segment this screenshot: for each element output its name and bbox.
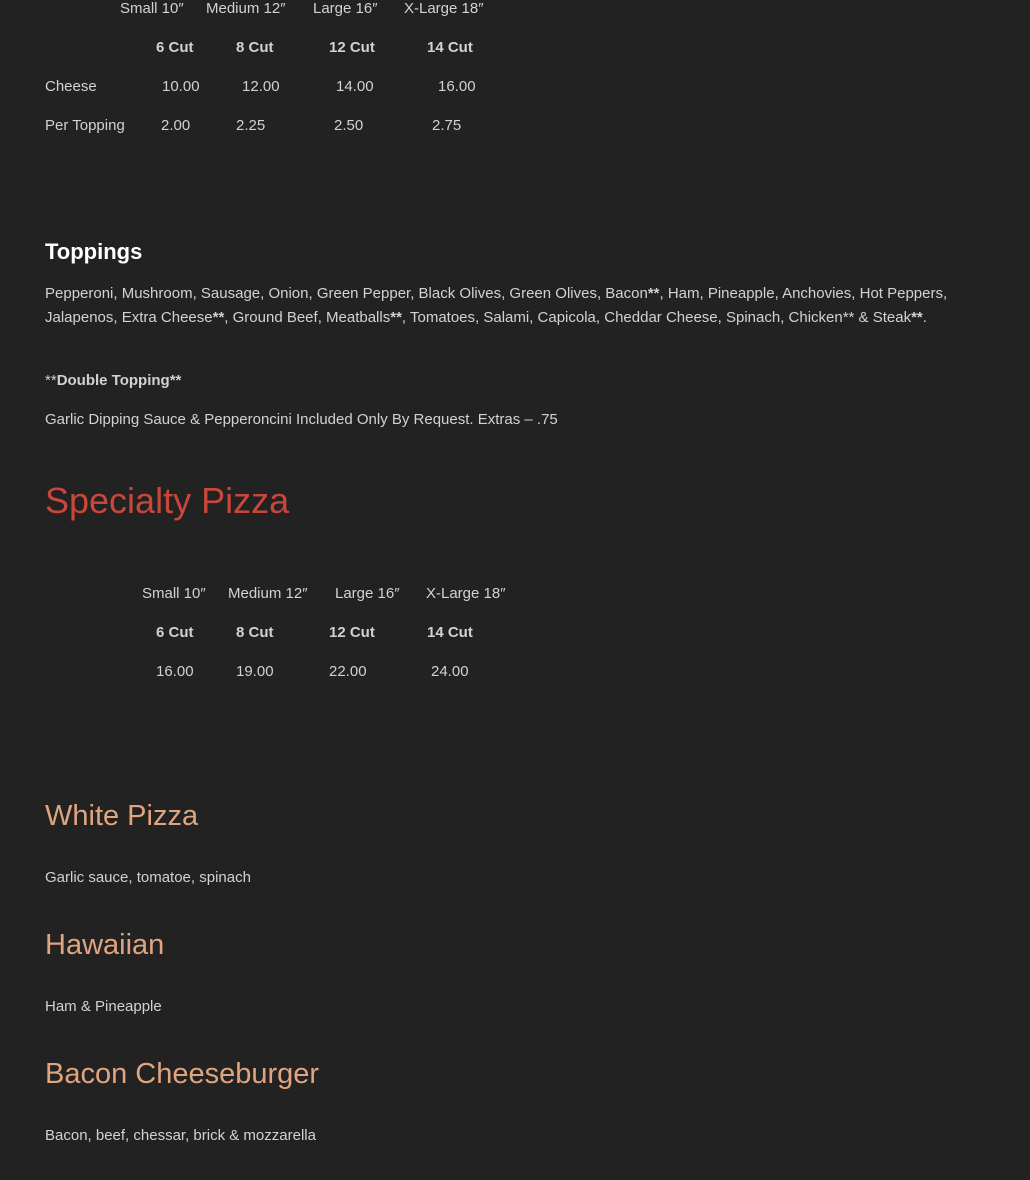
double-topping-marker: ** xyxy=(212,309,225,326)
size-large: Large 16″ xyxy=(313,0,378,17)
cut-6: 6 Cut xyxy=(156,39,194,56)
specialty-price-small: 16.00 xyxy=(156,663,194,680)
size-medium: Medium 12″ xyxy=(206,0,286,17)
toppings-text: , Ground Beef, Meatballs xyxy=(224,309,391,326)
double-topping-marker: ** xyxy=(390,309,402,326)
garlic-sauce-note: Garlic Dipping Sauce & Pepperoncini Included Only By Request. Extras – .75 xyxy=(45,411,558,428)
pizza-description-white-pizza: Garlic sauce, tomatoe, spinach xyxy=(45,869,251,886)
double-topping-marker: ** xyxy=(911,309,923,326)
topping-price-medium: 2.25 xyxy=(236,117,266,134)
topping-price-small: 2.00 xyxy=(161,117,191,134)
specialty-price-medium: 19.00 xyxy=(236,663,274,680)
topping-price-large: 2.50 xyxy=(334,117,364,134)
pizza-name-bacon-cheeseburger: Bacon Cheeseburger xyxy=(45,1058,320,1090)
cheese-price-small: 10.00 xyxy=(162,78,200,95)
specialty-cut-8: 8 Cut xyxy=(236,624,274,641)
specialty-size-large: Large 16″ xyxy=(335,585,400,602)
specialty-size-small: Small 10″ xyxy=(142,585,206,602)
row-label-per-topping: Per Topping xyxy=(45,117,125,134)
cut-12: 12 Cut xyxy=(329,39,375,56)
specialty-cut-6: 6 Cut xyxy=(156,624,194,641)
cut-14: 14 Cut xyxy=(427,39,473,56)
specialty-size-xlarge: X-Large 18″ xyxy=(426,585,506,602)
size-xlarge: X-Large 18″ xyxy=(404,0,484,17)
specialty-pizza-heading: Specialty Pizza xyxy=(45,480,290,521)
pizza-description-hawaiian: Ham & Pineapple xyxy=(45,998,162,1015)
pizza-name-hawaiian: Hawaiian xyxy=(45,929,165,961)
specialty-price-large: 22.00 xyxy=(329,663,367,680)
double-topping-label: Double Topping** xyxy=(56,372,182,389)
specialty-size-medium: Medium 12″ xyxy=(228,585,308,602)
toppings-text: , Ham, Pineapple, Anchovies, Hot Peppers, Jalapenos, Extra Cheese xyxy=(45,285,948,326)
toppings-text: , Tomatoes, Salami, Capicola, Cheddar Cheese, Spinach, Chicken** & Steak xyxy=(401,309,912,326)
toppings-list xyxy=(45,282,1000,330)
pizza-description-bacon-cheeseburger: Bacon, beef, chessar, brick & mozzarella xyxy=(45,1127,316,1144)
double-topping-note xyxy=(45,369,1000,393)
toppings-heading: Toppings xyxy=(45,239,143,264)
specialty-cut-14: 14 Cut xyxy=(427,624,473,641)
toppings-text: Pepperoni, Mushroom, Sausage, Onion, Green Pepper, Black Olives, Green Olives, Bacon xyxy=(45,285,648,302)
specialty-cut-12: 12 Cut xyxy=(329,624,375,641)
topping-price-xlarge: 2.75 xyxy=(432,117,462,134)
size-small: Small 10″ xyxy=(120,0,184,17)
row-label-cheese: Cheese xyxy=(45,78,97,95)
cheese-price-xlarge: 16.00 xyxy=(438,78,476,95)
double-topping-marker: ** xyxy=(647,285,660,302)
cut-8: 8 Cut xyxy=(236,39,274,56)
toppings-text: . xyxy=(922,309,927,326)
cheese-price-medium: 12.00 xyxy=(242,78,280,95)
specialty-price-xlarge: 24.00 xyxy=(431,663,469,680)
cheese-price-large: 14.00 xyxy=(336,78,374,95)
pizza-name-white-pizza: White Pizza xyxy=(45,800,199,832)
double-topping-prefix: ** xyxy=(45,372,57,389)
